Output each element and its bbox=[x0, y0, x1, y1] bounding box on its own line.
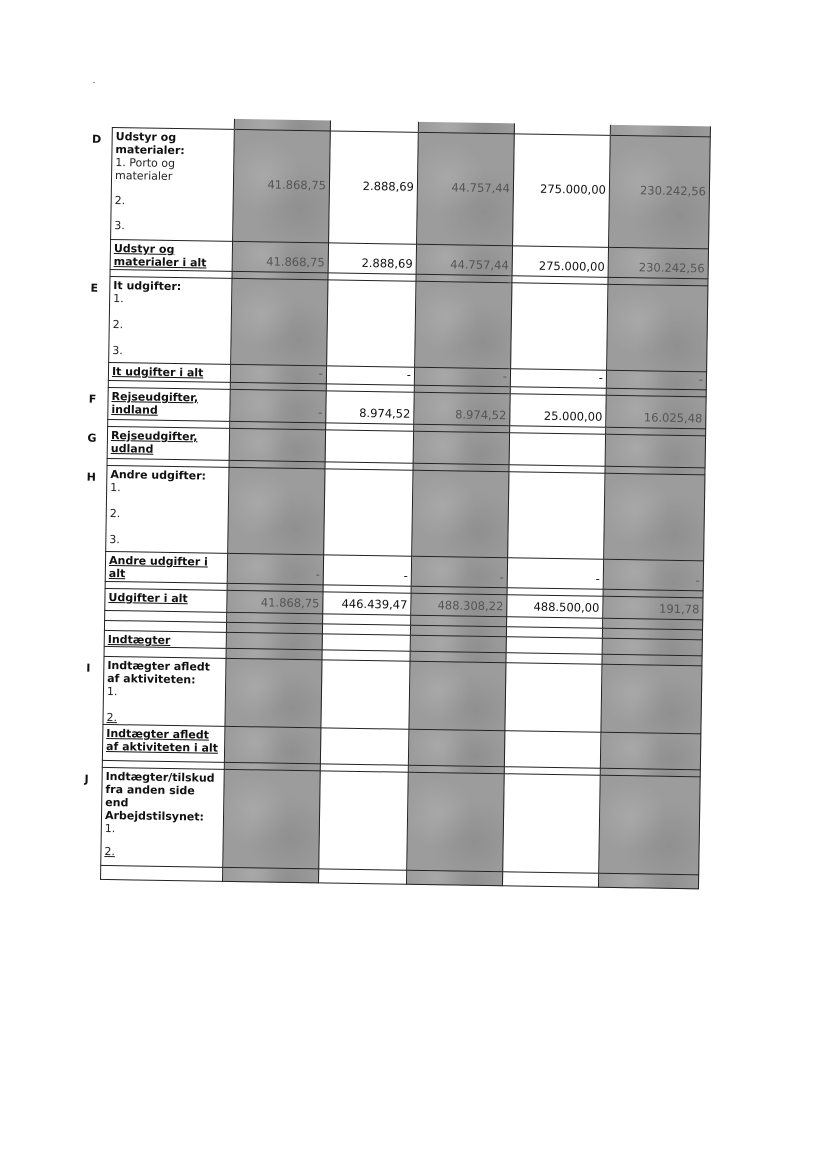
item-line: 1. bbox=[110, 481, 121, 495]
value-cell: 41.868,75 bbox=[227, 590, 323, 614]
item-line: 2. bbox=[106, 710, 118, 725]
row-label-cell bbox=[88, 387, 230, 421]
section-letter: I bbox=[86, 661, 91, 675]
section-letter: D bbox=[91, 132, 102, 146]
value-cell: 230.242,56 bbox=[608, 247, 708, 279]
budget-table bbox=[84, 117, 711, 889]
row-total-label: It udgifter i alt bbox=[108, 362, 230, 382]
item-line: 1. Porto og materialer bbox=[114, 156, 176, 183]
row-label-cell bbox=[86, 465, 229, 553]
value-cell: 8.974,52 bbox=[326, 391, 414, 424]
row-label-cell bbox=[90, 276, 232, 364]
value-cell: 41.868,75 bbox=[233, 129, 331, 242]
item-line: 3. bbox=[112, 344, 123, 358]
row-total-label: Udgifter i alt bbox=[105, 588, 227, 612]
item-line: 2. bbox=[104, 844, 116, 859]
value-cell: - bbox=[606, 370, 706, 390]
section-letter: E bbox=[90, 281, 99, 295]
table-row bbox=[101, 767, 700, 874]
item-line: 2. bbox=[109, 507, 121, 521]
section-letter: H bbox=[86, 470, 97, 484]
section-title: Indtægter/tilskud fra anden side end Arbejdstilsynet: bbox=[104, 769, 215, 824]
value-cell: 25.000,00 bbox=[510, 394, 606, 428]
section-title: Indtægter afledt af aktiviteten: bbox=[107, 658, 211, 687]
value-cell: - bbox=[230, 389, 326, 423]
value-cell: - bbox=[326, 366, 414, 385]
item-line: 2. bbox=[112, 318, 124, 332]
section-letter: F bbox=[88, 392, 97, 406]
value-cell: - bbox=[603, 559, 703, 591]
value-cell: - bbox=[227, 553, 323, 585]
value-cell: - bbox=[230, 364, 326, 384]
value-cell: - bbox=[323, 555, 411, 586]
row-label-cell bbox=[91, 128, 235, 242]
section-title: Andre udgifter: bbox=[110, 468, 207, 483]
row-label-cell bbox=[87, 426, 229, 460]
value-cell: 2.888,69 bbox=[328, 243, 416, 274]
value-cell: - bbox=[414, 367, 510, 387]
table-row bbox=[109, 276, 708, 371]
table-row bbox=[106, 465, 705, 560]
value-cell: 275.000,00 bbox=[513, 134, 611, 247]
row-total-label: Indtægter afledt af aktiviteten i alt bbox=[102, 724, 225, 762]
value-cell: 41.868,75 bbox=[232, 241, 328, 273]
item-line: 3. bbox=[109, 533, 120, 547]
section-title: Udstyr og materialer: bbox=[115, 130, 185, 158]
item-line: 2. bbox=[114, 194, 126, 208]
section-letter: G bbox=[87, 431, 97, 445]
item-line: 1. bbox=[106, 684, 118, 699]
value-cell: 488.500,00 bbox=[507, 595, 603, 619]
value-cell: 191,78 bbox=[603, 596, 703, 620]
row-total-label: Indtægter bbox=[104, 630, 226, 648]
section-letter: J bbox=[84, 772, 89, 786]
row-total-label: Udstyr og materialer i alt bbox=[110, 239, 232, 271]
value-cell: 8.974,52 bbox=[414, 392, 510, 426]
row-label-cell bbox=[86, 656, 226, 726]
table-row bbox=[103, 656, 702, 733]
item-line: 3. bbox=[114, 219, 125, 233]
value-cell: 44.757,44 bbox=[417, 132, 515, 245]
scan-speck bbox=[93, 82, 95, 83]
row-total-label: Andre udgifter i alt bbox=[105, 551, 227, 583]
row-label-cell bbox=[84, 767, 225, 867]
value-cell: 2.888,69 bbox=[329, 131, 419, 244]
value-cell: 446.439,47 bbox=[323, 592, 411, 615]
value-cell: 488.308,22 bbox=[411, 593, 507, 617]
value-cell: - bbox=[507, 558, 603, 590]
value-cell: 44.757,44 bbox=[416, 244, 512, 276]
value-cell: - bbox=[510, 369, 606, 389]
section-title: Rejseudgifter, indland bbox=[111, 390, 199, 417]
value-cell: 230.242,56 bbox=[609, 135, 711, 249]
item-line: 1. bbox=[104, 821, 116, 836]
value-cell: 275.000,00 bbox=[512, 246, 608, 278]
section-title: It udgifter: bbox=[113, 279, 182, 294]
value-cell: - bbox=[411, 556, 507, 588]
section-title: Rejseudgifter, udland bbox=[110, 429, 198, 456]
value-cell: 16.025,48 bbox=[606, 395, 706, 429]
table-row bbox=[111, 128, 711, 249]
item-line: 1. bbox=[113, 292, 124, 306]
